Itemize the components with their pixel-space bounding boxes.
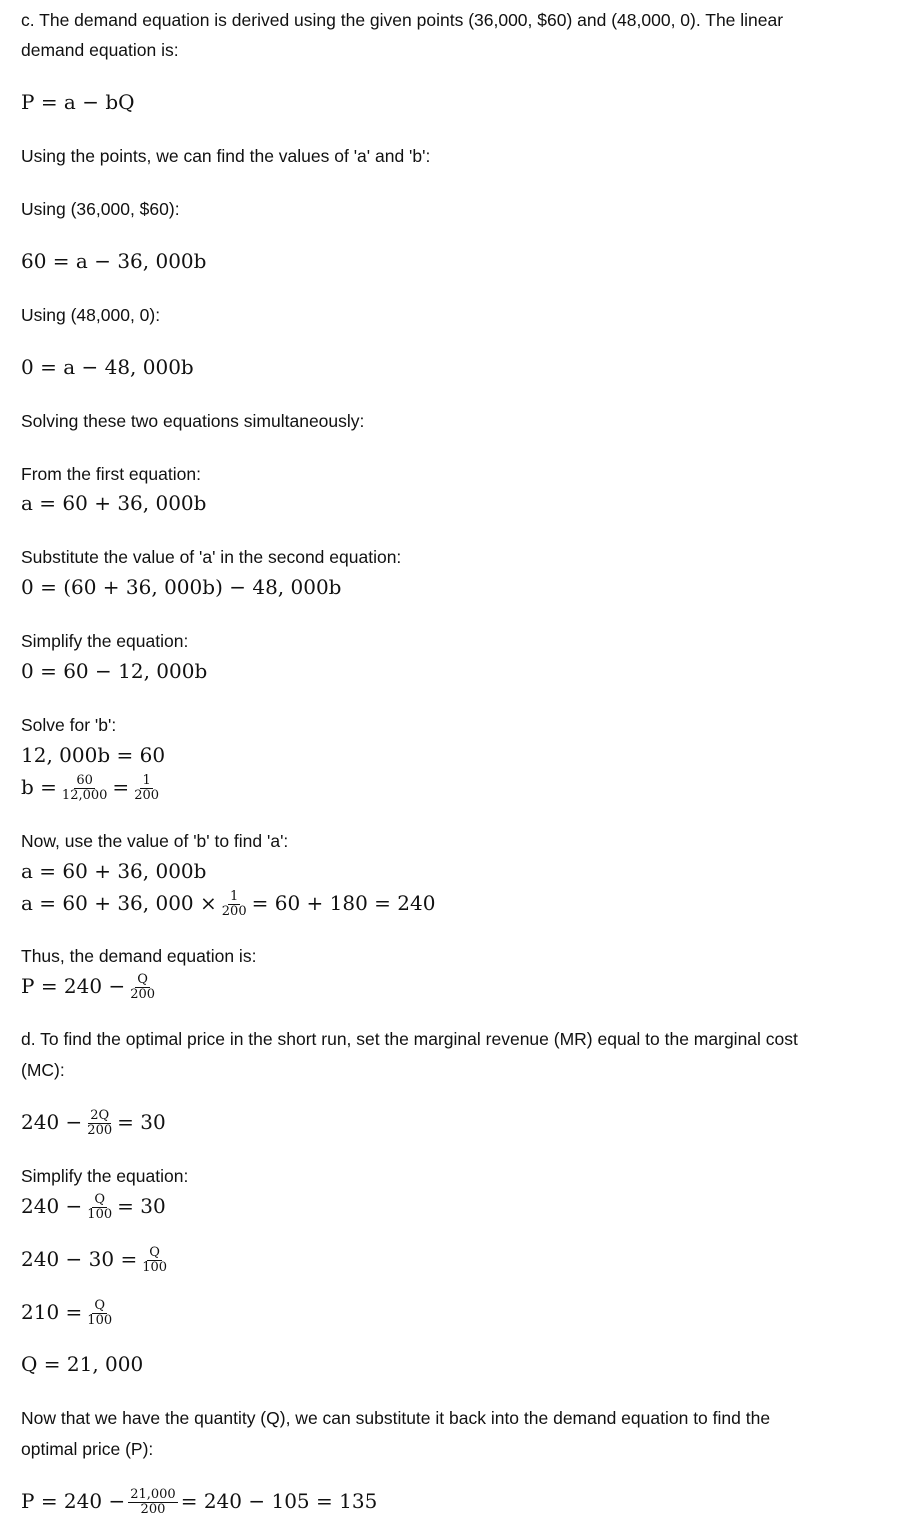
fraction-1-over-200 — [220, 890, 249, 919]
thus-text: Thus, the demand equation is: — [21, 946, 257, 966]
fraction-numerator: 60 — [76, 773, 93, 788]
part-c-intro-line2: demand equation is: — [21, 40, 179, 60]
fraction-numerator: 1 — [142, 773, 151, 788]
equation-a-expr: a = 60 + 36, 000b — [21, 491, 207, 515]
fraction-numerator: Q — [94, 1298, 106, 1313]
equation-mr-rhs: = 30 — [117, 1109, 166, 1134]
equation-q: Q = 21, 000 — [21, 1352, 144, 1376]
fraction-denominator: 12,000 — [61, 788, 108, 803]
fraction-numerator: Q — [94, 1192, 106, 1207]
fraction-numerator: Q — [149, 1245, 160, 1260]
fraction-1-over-200 — [132, 774, 161, 803]
part-d-intro-line2: (MC): — [21, 1060, 65, 1080]
fraction-60-over-12000 — [60, 774, 110, 803]
equation-demand-lhs: P = 240 − — [21, 973, 126, 998]
fraction-2q-over-200 — [85, 1109, 114, 1138]
equation-s3-lhs: 210 = — [21, 1299, 83, 1324]
fraction-denominator: 100 — [87, 1207, 113, 1222]
equation-b2-lhs: b = — [21, 774, 57, 799]
equation-price-lhs: P = 240 − — [21, 1488, 126, 1513]
substitute-text: Substitute the value of 'a' in the second equation: — [21, 547, 402, 567]
equation-demand — [21, 971, 160, 1000]
fraction-denominator: 200 — [87, 1123, 113, 1138]
fraction-denominator: 100 — [87, 1313, 113, 1328]
fraction-numerator: Q — [137, 972, 148, 987]
find-ab-text: Using the points, we can find the values of 'a' and 'b': — [21, 146, 431, 166]
now-text-line2: optimal price (P): — [21, 1439, 154, 1459]
equation-mr — [21, 1107, 166, 1136]
equation-a2-lhs: a = 60 + 36, 000 × — [21, 890, 217, 915]
equation-s1-lhs: 240 − — [21, 1193, 83, 1218]
fraction-denominator: 100 — [142, 1260, 168, 1275]
fraction-denominator: 200 — [130, 987, 156, 1002]
equation-price — [21, 1486, 377, 1515]
equation-s2-lhs: 240 − 30 = — [21, 1246, 138, 1271]
equation-simplified: 0 = 60 − 12, 000b — [21, 659, 208, 683]
part-d-intro-line1: d. To find the optimal price in the short run, set the marginal revenue (MR) equal to the marginal cost — [21, 1029, 798, 1049]
fraction-numerator: 21,000 — [130, 1487, 176, 1502]
fraction-denominator: 200 — [140, 1502, 166, 1517]
fraction-numerator: 1 — [230, 889, 239, 904]
use-b-text: Now, use the value of 'b' to find 'a': — [21, 831, 289, 851]
fraction-q-over-100 — [85, 1193, 114, 1222]
equation-a1: a = 60 + 36, 000b — [21, 859, 207, 883]
equation-s1 — [21, 1191, 166, 1220]
equation-b2-equals: = — [112, 774, 130, 799]
equation-b1: 12, 000b = 60 — [21, 743, 166, 767]
equation-price-rhs: = 240 − 105 = 135 — [180, 1488, 378, 1513]
fraction-denominator: 200 — [134, 788, 160, 803]
equation-mr-lhs: 240 − — [21, 1109, 83, 1134]
part-c-intro-line1: c. The demand equation is derived using the given points (36,000, $60) and (48,000, 0). The linear — [21, 10, 784, 30]
fraction-q-over-100 — [140, 1246, 169, 1275]
fraction-21000-over-200 — [128, 1488, 178, 1517]
fraction-q-over-200 — [128, 973, 157, 1002]
using-point2-text: Using (48,000, 0): — [21, 305, 161, 325]
equation-general: P = a − bQ — [21, 90, 135, 114]
from-first-text: From the first equation: — [21, 464, 201, 484]
equation-point2: 0 = a − 48, 000b — [21, 355, 194, 379]
equation-s1-rhs: = 30 — [117, 1193, 166, 1218]
fraction-numerator: 2Q — [90, 1108, 110, 1123]
using-point1-text: Using (36,000, $60): — [21, 199, 180, 219]
simplify-text-d: Simplify the equation: — [21, 1166, 189, 1186]
equation-substituted: 0 = (60 + 36, 000b) − 48, 000b — [21, 575, 342, 599]
equation-point1: 60 = a − 36, 000b — [21, 249, 207, 273]
equation-a2 — [21, 888, 435, 917]
solving-text: Solving these two equations simultaneously: — [21, 411, 365, 431]
fraction-q-over-100 — [85, 1299, 114, 1328]
now-text-line1: Now that we have the quantity (Q), we can substitute it back into the demand equation to find the — [21, 1408, 771, 1428]
equation-s2 — [21, 1244, 172, 1273]
equation-a2-rhs: = 60 + 180 = 240 — [251, 890, 436, 915]
fraction-denominator: 200 — [221, 904, 247, 919]
equation-s3 — [21, 1297, 117, 1326]
simplify-text: Simplify the equation: — [21, 631, 189, 651]
solve-b-text: Solve for 'b': — [21, 715, 117, 735]
equation-b2 — [21, 772, 164, 801]
